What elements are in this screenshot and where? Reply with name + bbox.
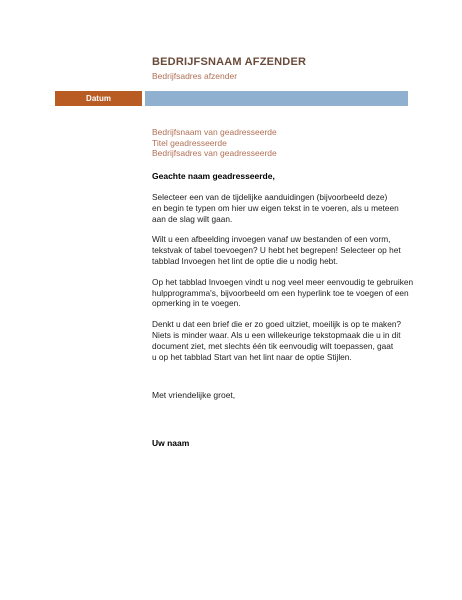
closing: Met vriendelijke groet, (152, 390, 236, 400)
signature-name: Uw naam (152, 438, 190, 448)
letter-body (152, 192, 418, 372)
body-paragraph: Wilt u een afbeelding invoegen vanaf uw bestanden of een vorm, tekstvak of tabel toevoegen? U hebt het begrepen! Selecteer op het tabblad Invoegen het lint de optie die u nodig hebt. (152, 234, 401, 266)
sender-company-address: Bedrijfsadres afzender (152, 71, 238, 81)
sender-company-name: BEDRIJFSNAAM AFZENDER (152, 56, 307, 68)
date-label: Datum (86, 94, 111, 103)
recipient-block (152, 127, 277, 159)
recipient-title: Titel geadresseerde (152, 137, 227, 148)
date-banner-blue (145, 91, 408, 106)
recipient-company: Bedrijfsnaam van geadresseerde (152, 127, 277, 137)
recipient-address: Bedrijfsadres van geadresseerde (152, 148, 277, 158)
body-paragraph: Op het tabblad Invoegen vindt u nog veel meer eenvoudig te gebruiken hulpprogramma's, bijvoorbeeld om een hyperlink toe te voegen of een opmerking in te voegen. (152, 276, 414, 309)
body-paragraph: Denkt u dat een brief die er zo goed uitziet, moeilijk is op te maken? Niets is minder waar. Als u een willekeurige tekstopmaak die u in dit document ziet, met slechts één tik eenvoudig wilt toepassen, gaat u op het tabblad Start van het lint naar de optie Stijlen. (152, 319, 402, 362)
body-paragraph: Selecteer een van de tijdelijke aanduidingen (bijvoorbeeld deze) en begin te typen om hier uw eigen tekst in te voeren, als u meteen aan de slag wilt gaan. (152, 192, 399, 224)
salutation: Geachte naam geadresseerde, (152, 171, 275, 181)
